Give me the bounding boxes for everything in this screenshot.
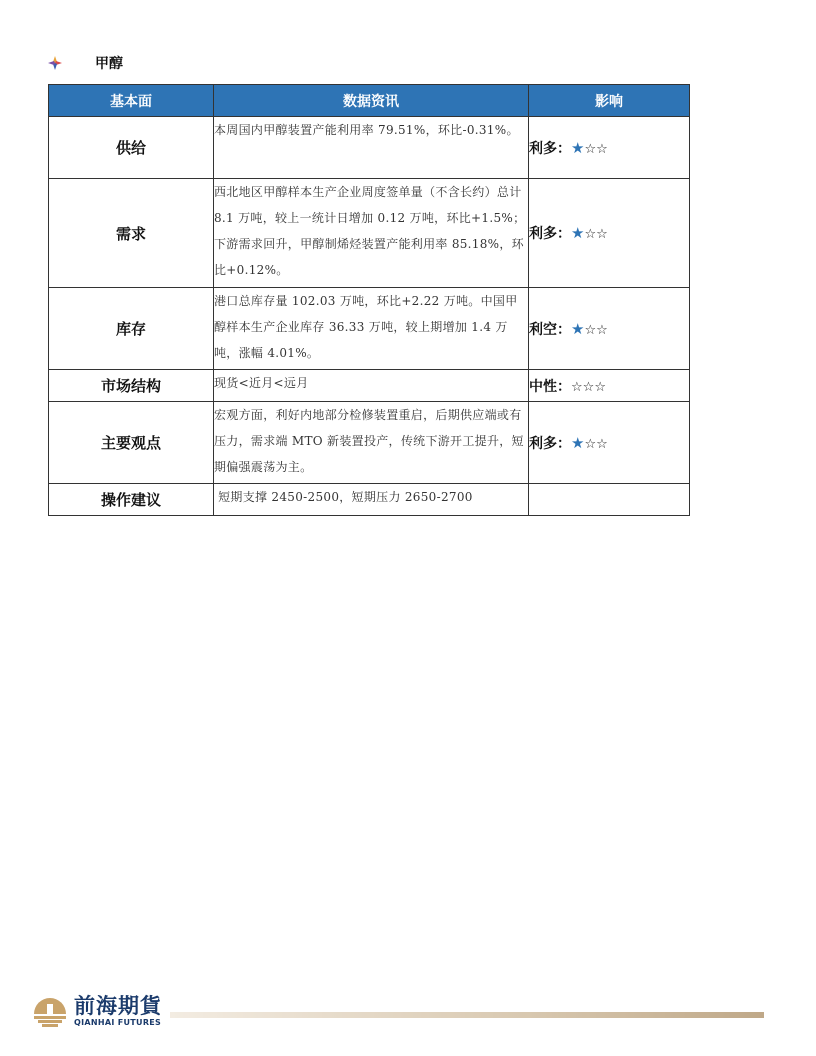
colored-diamond-bullet-icon	[47, 55, 63, 71]
filled-star-icon: ★	[571, 138, 585, 157]
table-row	[49, 117, 690, 179]
row-category: 主要观点	[49, 402, 214, 484]
empty-star-icon: ☆	[596, 227, 608, 242]
section-title: 甲醇	[95, 56, 123, 72]
qianhai-emblem-icon	[30, 992, 70, 1030]
empty-star-icon: ☆	[582, 379, 595, 395]
filled-star-icon: ★	[571, 224, 585, 242]
row-impact	[529, 117, 690, 179]
empty-star-icon: ☆	[596, 141, 608, 157]
empty-star-icon: ☆	[584, 436, 597, 452]
fundamentals-table	[48, 84, 690, 516]
logo-chinese-name: 前海期貨	[74, 993, 162, 1018]
impact-label: 中性：	[529, 378, 571, 395]
row-category: 市场结构	[49, 370, 214, 402]
empty-star-icon: ☆	[584, 227, 597, 242]
rating-stars	[571, 320, 608, 338]
header-data-info: 数据资讯	[214, 85, 529, 117]
header-fundamentals: 基本面	[49, 85, 214, 117]
row-info: 短期支撑 2450-2500，短期压力 2650-2700	[214, 484, 529, 516]
row-info: 现货<近月<远月	[214, 370, 529, 402]
table-row	[49, 179, 690, 288]
filled-star-icon: ★	[571, 319, 585, 338]
rating-stars	[571, 434, 608, 452]
table-row	[49, 484, 690, 516]
row-category: 库存	[49, 288, 214, 370]
row-impact	[529, 288, 690, 370]
impact-label: 利多：	[529, 435, 571, 452]
row-category: 供给	[49, 117, 214, 179]
filled-star-icon: ★	[571, 433, 585, 452]
rating-stars	[571, 224, 608, 242]
empty-star-icon: ☆	[596, 322, 608, 338]
section-header	[47, 52, 123, 74]
impact-label: 利空：	[529, 321, 571, 338]
table-row	[49, 370, 690, 402]
impact-label: 利多：	[529, 140, 571, 157]
footer-logo	[30, 992, 162, 1030]
table-row	[49, 402, 690, 484]
row-info: 宏观方面，利好内地部分检修装置重启，后期供应端或有压力，需求端 MTO 新装置投产，传统下游开工提升，短期偏强震荡为主。	[214, 402, 529, 484]
row-impact	[529, 402, 690, 484]
row-info: 本周国内甲醇装置产能利用率 79.51%，环比-0.31%。	[214, 117, 529, 179]
logo-english-name: QIANHAI FUTURES	[74, 1018, 162, 1027]
header-impact: 影响	[529, 85, 690, 117]
row-category: 操作建议	[49, 484, 214, 516]
empty-star-icon: ☆	[584, 322, 597, 338]
row-info: 西北地区甲醇样本生产企业周度签单量（不含长约）总计 8.1 万吨，较上一统计日增加 0.12 万吨，环比+1.5%；下游需求回升，甲醇制烯烃装置产能利用率 85.18%，环比+0.12%。	[214, 179, 529, 288]
row-info: 港口总库存量 102.03 万吨，环比+2.22 万吨。中国甲醇样本生产企业库存 36.33 万吨，较上期增加 1.4 万吨，涨幅 4.01%。	[214, 288, 529, 370]
row-impact	[529, 370, 690, 402]
row-category: 需求	[49, 179, 214, 288]
empty-star-icon: ☆	[571, 379, 583, 395]
empty-star-icon: ☆	[584, 141, 597, 157]
table-header-row	[49, 85, 690, 117]
impact-label: 利多：	[529, 226, 571, 242]
empty-star-icon: ☆	[596, 436, 608, 452]
rating-stars	[571, 377, 606, 395]
row-impact	[529, 179, 690, 288]
empty-star-icon: ☆	[594, 379, 606, 395]
row-impact	[529, 484, 690, 516]
table-row	[49, 288, 690, 370]
rating-stars	[571, 139, 608, 157]
footer-divider	[170, 1012, 764, 1018]
